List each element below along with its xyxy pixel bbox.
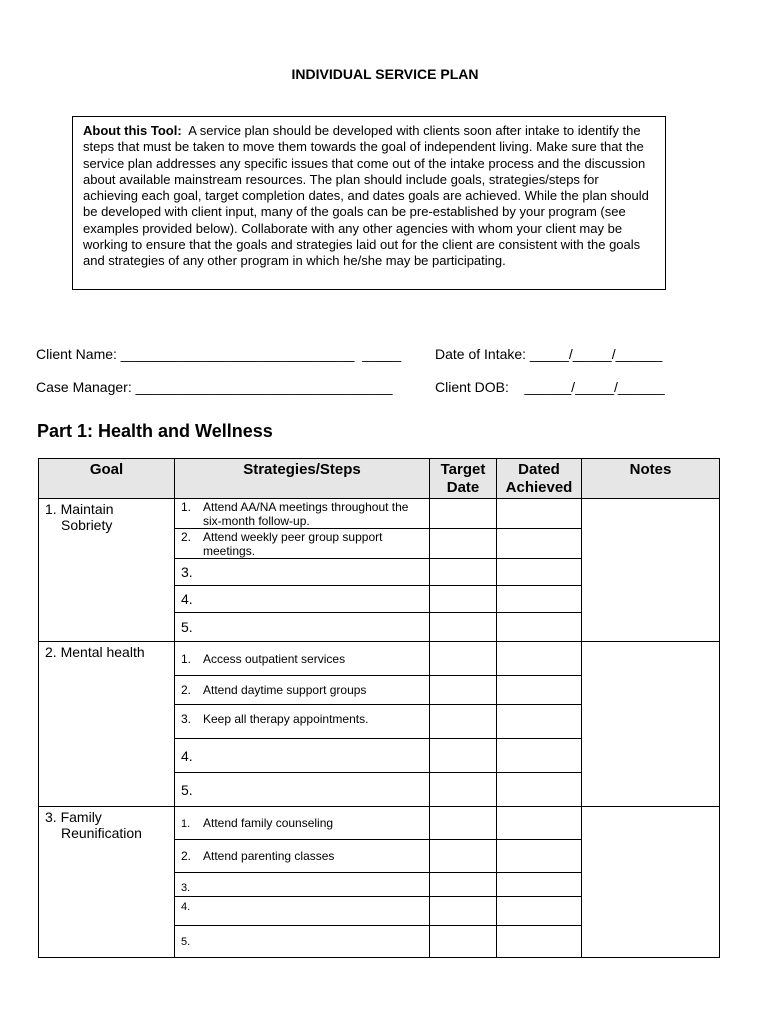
service-plan-table xyxy=(38,458,720,958)
dated-achieved-cell[interactable] xyxy=(497,529,582,559)
table-header-row xyxy=(39,459,720,499)
strategy-cell[interactable]: 4. xyxy=(175,897,430,926)
strategy-cell[interactable]: 2. Attend weekly peer group support meetings. xyxy=(175,529,430,559)
dated-achieved-cell[interactable] xyxy=(497,807,582,840)
dated-achieved-cell[interactable] xyxy=(497,926,582,958)
dated-achieved-cell[interactable] xyxy=(497,586,582,613)
table-row xyxy=(39,807,720,840)
goal-cell-1: 1. Maintain Sobriety xyxy=(39,499,175,642)
header-dated-achieved xyxy=(497,459,582,499)
notes-cell[interactable] xyxy=(582,499,720,642)
date-of-intake-field[interactable]: Date of Intake: _____/_____/______ xyxy=(435,346,663,362)
dated-achieved-cell[interactable] xyxy=(497,499,582,529)
table-row xyxy=(39,499,720,529)
header-dated-line1: Dated xyxy=(518,461,560,478)
target-date-cell[interactable] xyxy=(430,499,497,529)
target-date-cell[interactable] xyxy=(430,926,497,958)
dated-achieved-cell[interactable] xyxy=(497,840,582,873)
strategy-cell[interactable]: 2. Attend parenting classes xyxy=(175,840,430,873)
about-body: A service plan should be developed with clients soon after intake to identify the steps that must be taken to move them towards the goal of independent living. Make sure that the service plan addresses any specific issues that come out of the intake process and the discussion about available mainstream resources. The plan should include goals, strategies/steps for achieving each goal, target completion dates, and dates goals are achieved. While the plan should be developed with client input, many of the goals can be pre-established by your program (see examples provided below). Collaborate with any other agencies with whom your client may be working to ensure that the goals and strategies laid out for the client are consistent with the goals and strategies of any other program in which he/she may be participating. xyxy=(83,123,649,269)
header-target-line1: Target xyxy=(440,461,486,478)
header-goal: Goal xyxy=(39,459,175,499)
strategy-cell[interactable]: 3. Keep all therapy appointments. xyxy=(175,705,430,739)
notes-cell[interactable] xyxy=(582,642,720,807)
strategy-cell[interactable]: 5. xyxy=(175,926,430,958)
target-date-cell[interactable] xyxy=(430,676,497,705)
target-date-cell[interactable] xyxy=(430,873,497,897)
target-date-cell[interactable] xyxy=(430,559,497,586)
header-notes: Notes xyxy=(582,459,720,499)
about-box xyxy=(72,116,666,290)
dated-achieved-cell[interactable] xyxy=(497,739,582,773)
target-date-cell[interactable] xyxy=(430,739,497,773)
table-row xyxy=(39,642,720,676)
target-date-cell[interactable] xyxy=(430,807,497,840)
header-target-line2: Date xyxy=(446,479,480,496)
target-date-cell[interactable] xyxy=(430,897,497,926)
notes-cell[interactable] xyxy=(582,807,720,958)
dated-achieved-cell[interactable] xyxy=(497,642,582,676)
strategy-cell[interactable]: 4. xyxy=(175,739,430,773)
client-name-field[interactable]: Client Name: ______________________________ _____ xyxy=(36,346,402,362)
dated-achieved-cell[interactable] xyxy=(497,897,582,926)
part-title: Part 1: Health and Wellness xyxy=(37,421,273,441)
target-date-cell[interactable] xyxy=(430,840,497,873)
case-manager-field[interactable]: Case Manager: _________________________________ xyxy=(36,379,393,395)
target-date-cell[interactable] xyxy=(430,586,497,613)
header-strategies: Strategies/Steps xyxy=(175,459,430,499)
strategy-cell[interactable]: 1. Attend family counseling xyxy=(175,807,430,840)
dated-achieved-cell[interactable] xyxy=(497,873,582,897)
goal-cell-2: 2. Mental health xyxy=(39,642,175,807)
dated-achieved-cell[interactable] xyxy=(497,705,582,739)
strategy-cell[interactable]: 5. xyxy=(175,613,430,642)
target-date-cell[interactable] xyxy=(430,705,497,739)
document-title: INDIVIDUAL SERVICE PLAN xyxy=(291,66,479,82)
strategy-cell[interactable]: 5. xyxy=(175,773,430,807)
target-date-cell[interactable] xyxy=(430,613,497,642)
dated-achieved-cell[interactable] xyxy=(497,613,582,642)
strategy-cell[interactable]: 1. Attend AA/NA meetings throughout the six-month follow-up. xyxy=(175,499,430,529)
strategy-cell[interactable]: 1. Access outpatient services xyxy=(175,642,430,676)
strategy-cell[interactable]: 2. Attend daytime support groups xyxy=(175,676,430,705)
strategy-cell[interactable]: 4. xyxy=(175,586,430,613)
target-date-cell[interactable] xyxy=(430,773,497,807)
header-dated-line2: Achieved xyxy=(505,479,573,496)
goal-cell-3: 3. Family Reunification xyxy=(39,807,175,958)
client-dob-field[interactable]: Client DOB: ______/_____/______ xyxy=(435,379,665,395)
dated-achieved-cell[interactable] xyxy=(497,773,582,807)
strategy-cell[interactable]: 3. xyxy=(175,873,430,897)
dated-achieved-cell[interactable] xyxy=(497,559,582,586)
about-heading: About this Tool: xyxy=(83,123,182,138)
target-date-cell[interactable] xyxy=(430,529,497,559)
dated-achieved-cell[interactable] xyxy=(497,676,582,705)
target-date-cell[interactable] xyxy=(430,642,497,676)
header-target-date xyxy=(430,459,497,499)
strategy-cell[interactable]: 3. xyxy=(175,559,430,586)
